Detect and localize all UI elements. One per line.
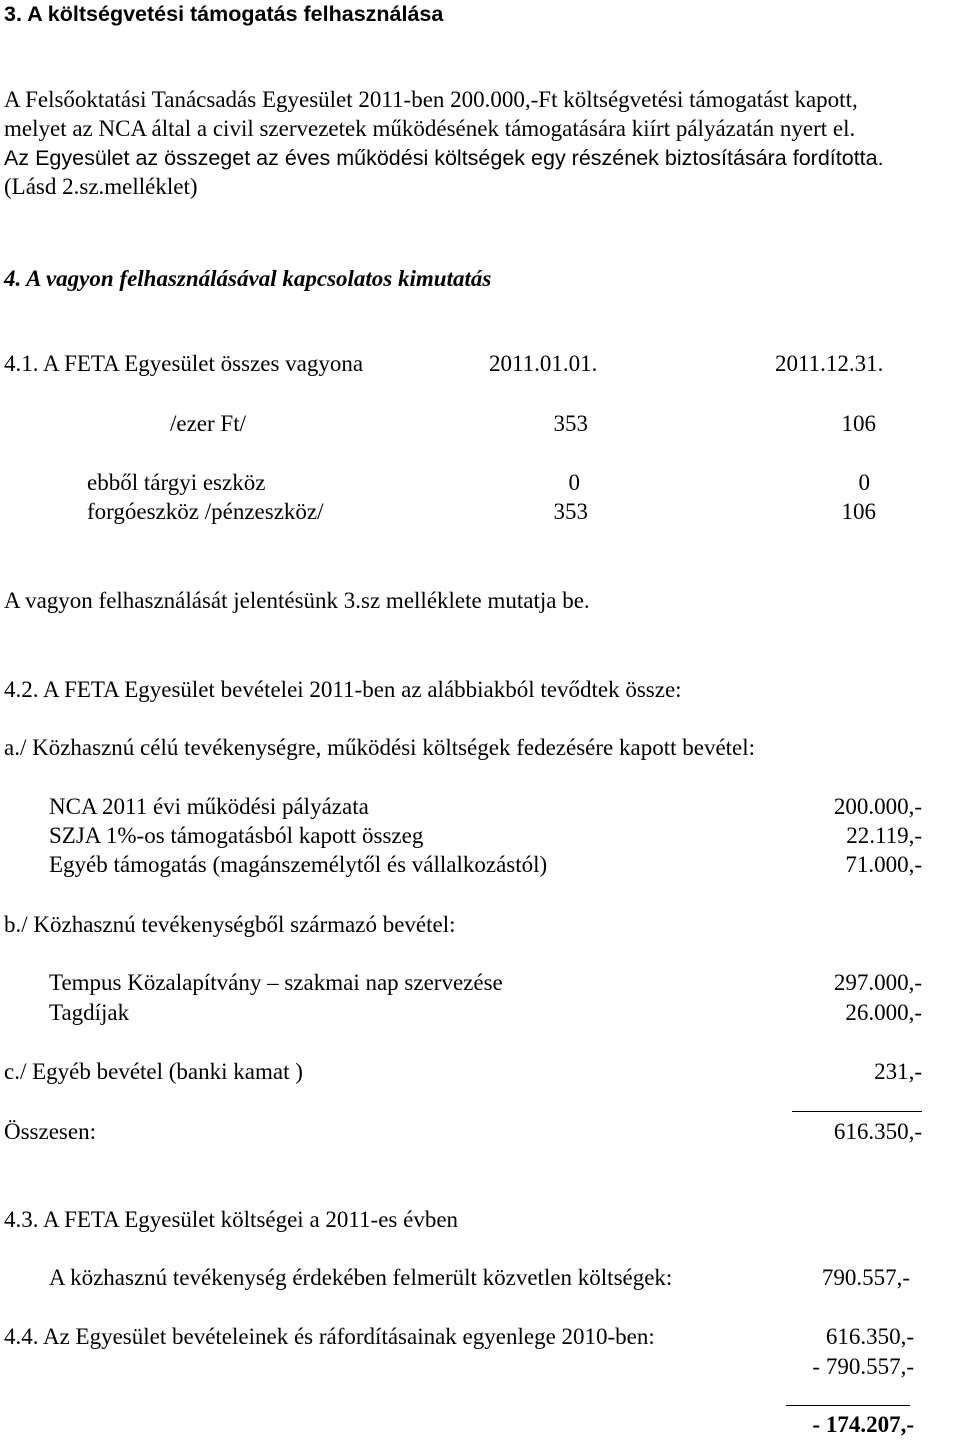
section-3-line-1: A Felsőoktatási Tanácsadás Egyesület 2011-ben 200.000,-Ft költségvetési támogatást kapott,	[4, 87, 858, 112]
subsection-4-3-title: 4.3. A FETA Egyesület költségei a 2011-es évben	[4, 1207, 459, 1232]
section-4-heading: 4. A vagyon felhasználásával kapcsolatos kimutatás	[4, 266, 492, 291]
balance-rule	[786, 1405, 910, 1406]
asset-row-value-start: 353	[553, 499, 588, 524]
asset-note: A vagyon felhasználását jelentésünk 3.sz melléklete mutatja be.	[4, 588, 590, 613]
subsection-4-1-title: 4.1. A FETA Egyesület összes vagyona	[4, 351, 364, 376]
balance-result-amount: - 174.207,-	[812, 1412, 914, 1437]
income-item-amount: 297.000,-	[833, 970, 922, 995]
direct-costs-label: A közhasznú tevékenység érdekében felmerült közvetlen költségek:	[49, 1265, 673, 1290]
income-group-c-label: c./ Egyéb bevétel (banki kamat )	[4, 1059, 303, 1084]
balance-income-amount: 616.350,-	[825, 1324, 914, 1349]
sum-rule	[792, 1111, 922, 1112]
income-item-label: Egyéb támogatás (magánszemélytől és vállalkozástól)	[49, 852, 548, 877]
column-header-2011-01-01: 2011.01.01.	[489, 351, 598, 376]
income-item-label: SZJA 1%-os támogatásból kapott összeg	[49, 823, 424, 848]
income-item-label: Tempus Közalapítvány – szakmai nap szervezése	[49, 970, 503, 995]
income-total-label: Összesen:	[4, 1119, 96, 1144]
asset-row-value-end: 106	[841, 499, 876, 524]
income-item-label: Tagdíjak	[49, 1000, 130, 1025]
asset-row-label: forgóeszköz /pénzeszköz/	[87, 499, 324, 524]
income-total-amount: 616.350,-	[833, 1119, 922, 1144]
asset-row-label: /ezer Ft/	[170, 411, 246, 436]
section-3-line-3: Az Egyesület az összeget az éves működési költségek egy részének biztosítására fordította.	[4, 146, 884, 170]
asset-row-value-end: 0	[858, 470, 870, 495]
balance-expense-amount: - 790.557,-	[812, 1354, 914, 1379]
income-group-a-title: a./ Közhasznú célú tevékenységre, működési költségek fedezésére kapott bevétel:	[4, 735, 756, 760]
section-3-line-2: melyet az NCA által a civil szervezetek működésének támogatására kiírt pályázatán nyert el.	[4, 116, 856, 141]
section-3-line-4: (Lásd 2.sz.melléklet)	[4, 174, 198, 199]
asset-row-value-end: 106	[841, 411, 876, 436]
income-item-amount: 26.000,-	[845, 1000, 922, 1025]
income-group-c-amount: 231,-	[874, 1059, 922, 1084]
direct-costs-amount: 790.557,-	[821, 1265, 910, 1290]
subsection-4-4-title: 4.4. Az Egyesület bevételeinek és ráfordításainak egyenlege 2010-ben:	[4, 1324, 655, 1349]
subsection-4-2-title: 4.2. A FETA Egyesület bevételei 2011-ben az alábbiakból tevődtek össze:	[4, 677, 682, 702]
asset-row-value-start: 353	[553, 411, 588, 436]
income-item-amount: 200.000,-	[833, 794, 922, 819]
asset-row-label: ebből tárgyi eszköz	[87, 470, 266, 495]
asset-row-value-start: 0	[568, 470, 580, 495]
section-3-heading: 3. A költségvetési támogatás felhasználása	[4, 2, 444, 26]
income-group-b-title: b./ Közhasznú tevékenységből származó bevétel:	[4, 912, 456, 937]
income-item-label: NCA 2011 évi működési pályázata	[49, 794, 369, 819]
column-header-2011-12-31: 2011.12.31.	[775, 351, 884, 376]
income-item-amount: 71.000,-	[845, 852, 922, 877]
income-item-amount: 22.119,-	[846, 823, 922, 848]
